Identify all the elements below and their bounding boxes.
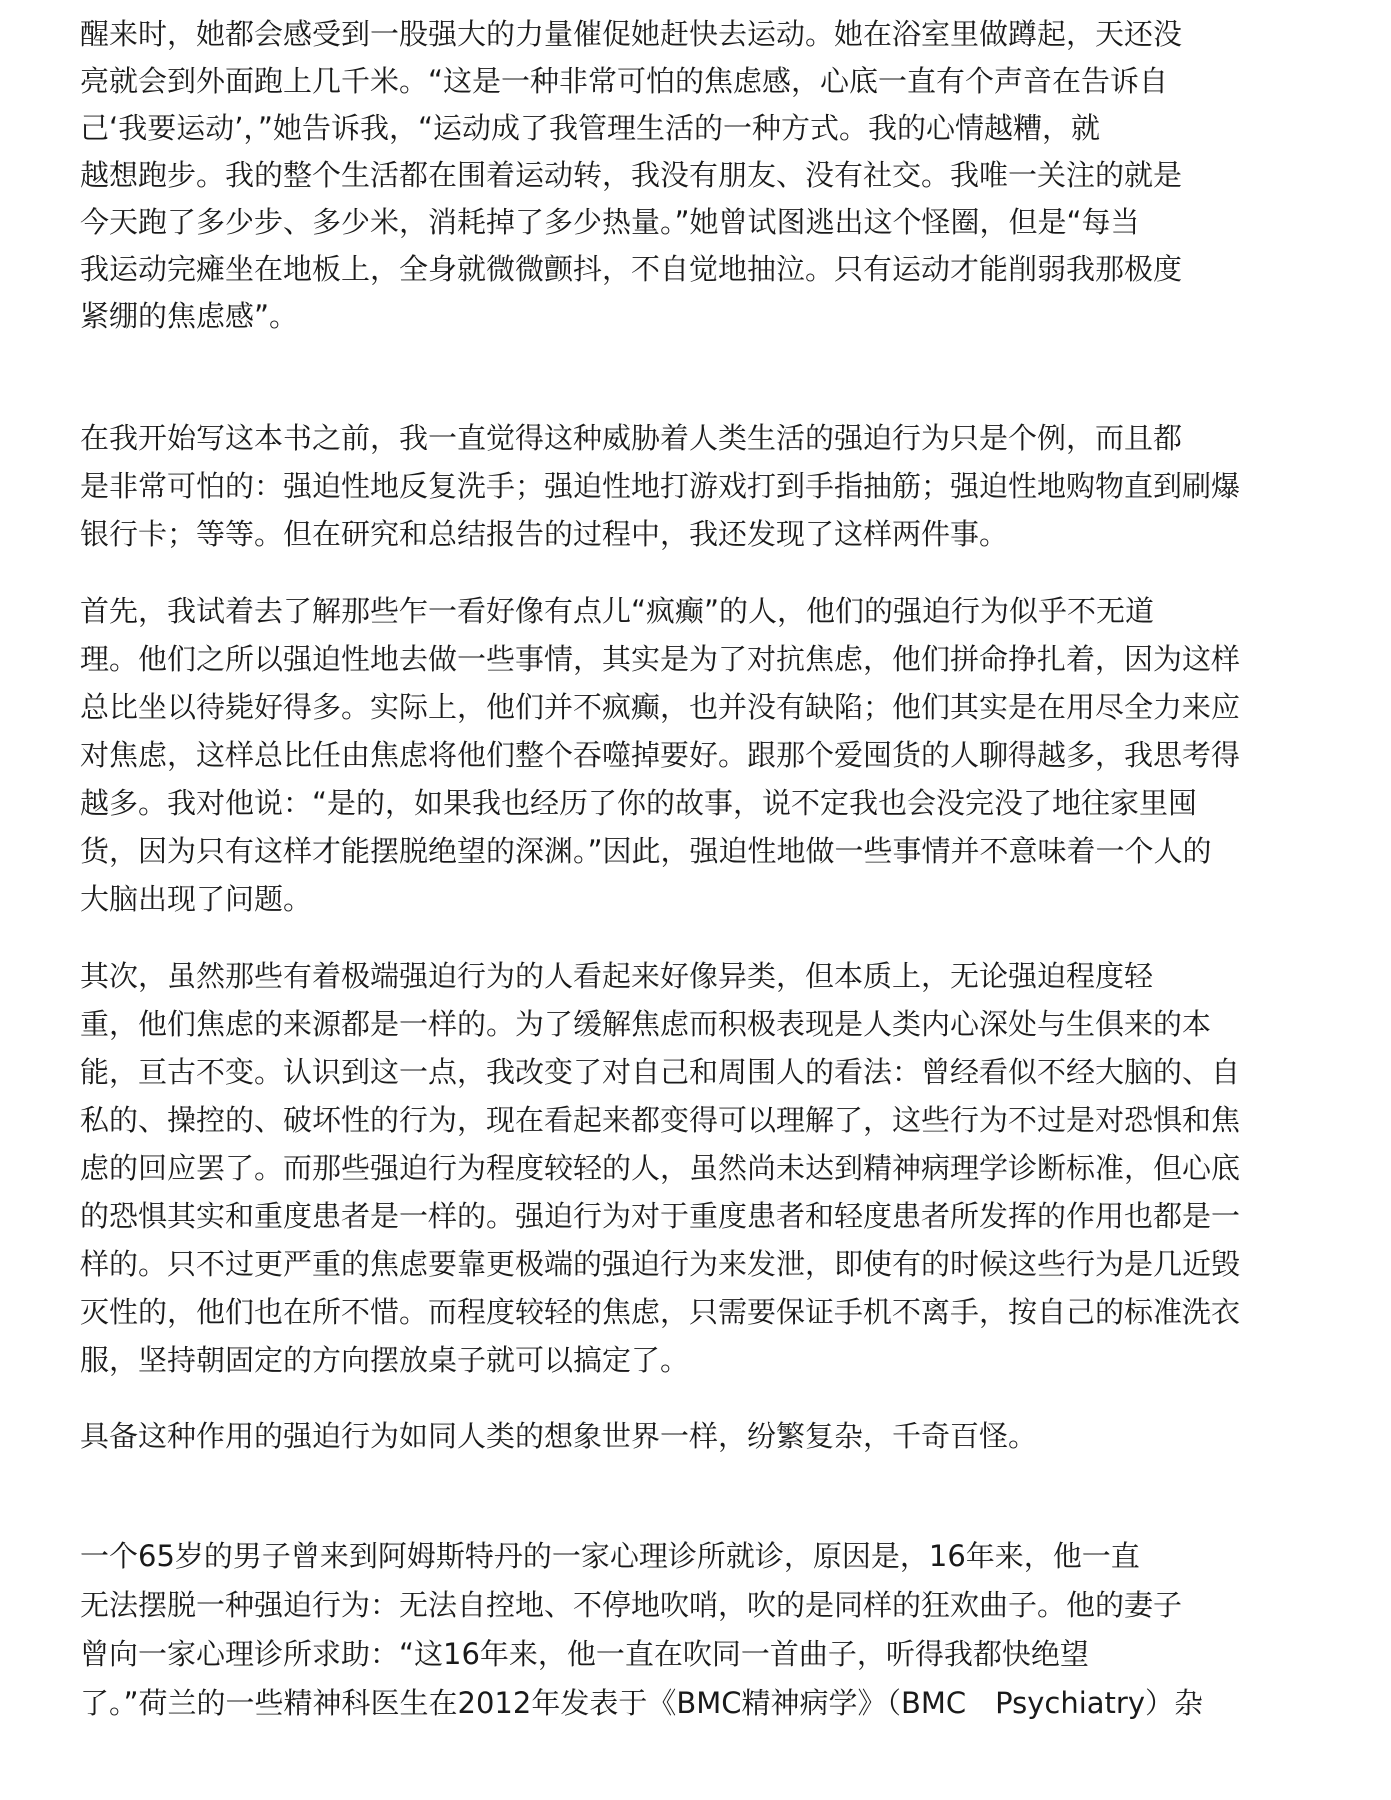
text-line: 对焦虑，这样总比任由焦虑将他们整个吞噬掉要好。跟那个爱囤货的人聊得越多，我思考得: [80, 738, 1241, 772]
text-line: 大脑出现了问题。: [80, 882, 313, 916]
text-line: 灭性的，他们也在所不惜。而程度较轻的焦虑，只需要保证手机不离手，按自己的标准洗衣: [80, 1295, 1241, 1329]
text-line: 己‘我要运动’，”她告诉我，“运动成了我管理生活的一种方式。我的心情越糟，就: [80, 111, 1100, 145]
text-line: 能，亘古不变。认识到这一点，我改变了对自己和周围人的看法：曾经看似不经大脑的、自: [80, 1055, 1241, 1089]
text-line: 一个65岁的男子曾来到阿姆斯特丹的一家心理诊所就诊，原因是，16年来，他一直: [80, 1539, 1140, 1573]
text-line: 首先，我试着去了解那些乍一看好像有点儿“疯癫”的人，他们的强迫行为似乎不无道: [80, 594, 1155, 628]
text-line: 其次，虽然那些有着极端强迫行为的人看起来好像异类，但本质上，无论强迫程度轻: [80, 959, 1154, 993]
text-line: 在我开始写这本书之前，我一直觉得这种威胁着人类生活的强迫行为只是个例，而且都: [80, 421, 1183, 455]
text-line: 理。他们之所以强迫性地去做一些事情，其实是为了对抗焦虑，他们拼命挣扎着，因为这样: [80, 642, 1241, 676]
text-line: 样的。只不过更严重的焦虑要靠更极端的强迫行为来发泄，即使有的时候这些行为是几近毁: [80, 1247, 1241, 1281]
text-line: 醒来时，她都会感受到一股强大的力量催促她赶快去运动。她在浴室里做蹲起，天还没: [80, 17, 1183, 51]
text-line: 今天跑了多少步、多少米，消耗掉了多少热量。”她曾试图逃出这个怪圈，但是“每当: [80, 205, 1140, 239]
text-line: 具备这种作用的强迫行为如同人类的想象世界一样，纷繁复杂，千奇百怪。: [80, 1419, 1038, 1453]
text-line: 无法摆脱一种强迫行为：无法自控地、不停地吹哨，吹的是同样的狂欢曲子。他的妻子: [80, 1588, 1183, 1622]
text-line: 越想跑步。我的整个生活都在围着运动转，我没有朋友、没有社交。我唯一关注的就是: [80, 158, 1183, 192]
text-line: 亮就会到外面跑上几千米。“这是一种非常可怕的焦虑感，心底一直有个声音在告诉自: [80, 64, 1169, 98]
text-line: 虑的回应罢了。而那些强迫行为程度较轻的人，虽然尚未达到精神病理学诊断标准，但心底: [80, 1151, 1241, 1185]
text-line: 总比坐以待毙好得多。实际上，他们并不疯癫，也并没有缺陷；他们其实是在用尽全力来应: [80, 690, 1241, 724]
text-line: 曾向一家心理诊所求助：“这16年来，他一直在吹同一首曲子，听得我都快绝望: [80, 1637, 1089, 1671]
text-line: 重，他们焦虑的来源都是一样的。为了缓解焦虑而积极表现是人类内心深处与生俱来的本: [80, 1007, 1212, 1041]
text-line: 了。”荷兰的一些精神科医生在2012年发表于《BMC精神病学》（BMC Psychiatry）杂: [80, 1686, 1204, 1720]
text-line: 银行卡；等等。但在研究和总结报告的过程中，我还发现了这样两件事。: [80, 517, 1009, 551]
text-line: 服，坚持朝固定的方向摆放桌子就可以搞定了。: [80, 1343, 690, 1377]
text-line: 的恐惧其实和重度患者是一样的。强迫行为对于重度患者和轻度患者所发挥的作用也都是一: [80, 1199, 1241, 1233]
text-line: 我运动完瘫坐在地板上，全身就微微颤抖，不自觉地抽泣。只有运动才能削弱我那极度: [80, 252, 1183, 286]
text-line: 是非常可怕的：强迫性地反复洗手；强迫性地打游戏打到手指抽筋；强迫性地购物直到刷爆: [80, 469, 1241, 503]
text-line: 私的、操控的、破坏性的行为，现在看起来都变得可以理解了，这些行为不过是对恐惧和焦: [80, 1103, 1241, 1137]
text-line: 货，因为只有这样才能摆脱绝望的深渊。”因此，强迫性地做一些事情并不意味着一个人的: [80, 834, 1212, 868]
text-line: 紧绷的焦虑感”。: [80, 299, 299, 333]
text-line: 越多。我对他说：“是的，如果我也经历了你的故事，说不定我也会没完没了地往家里囤: [80, 786, 1198, 820]
